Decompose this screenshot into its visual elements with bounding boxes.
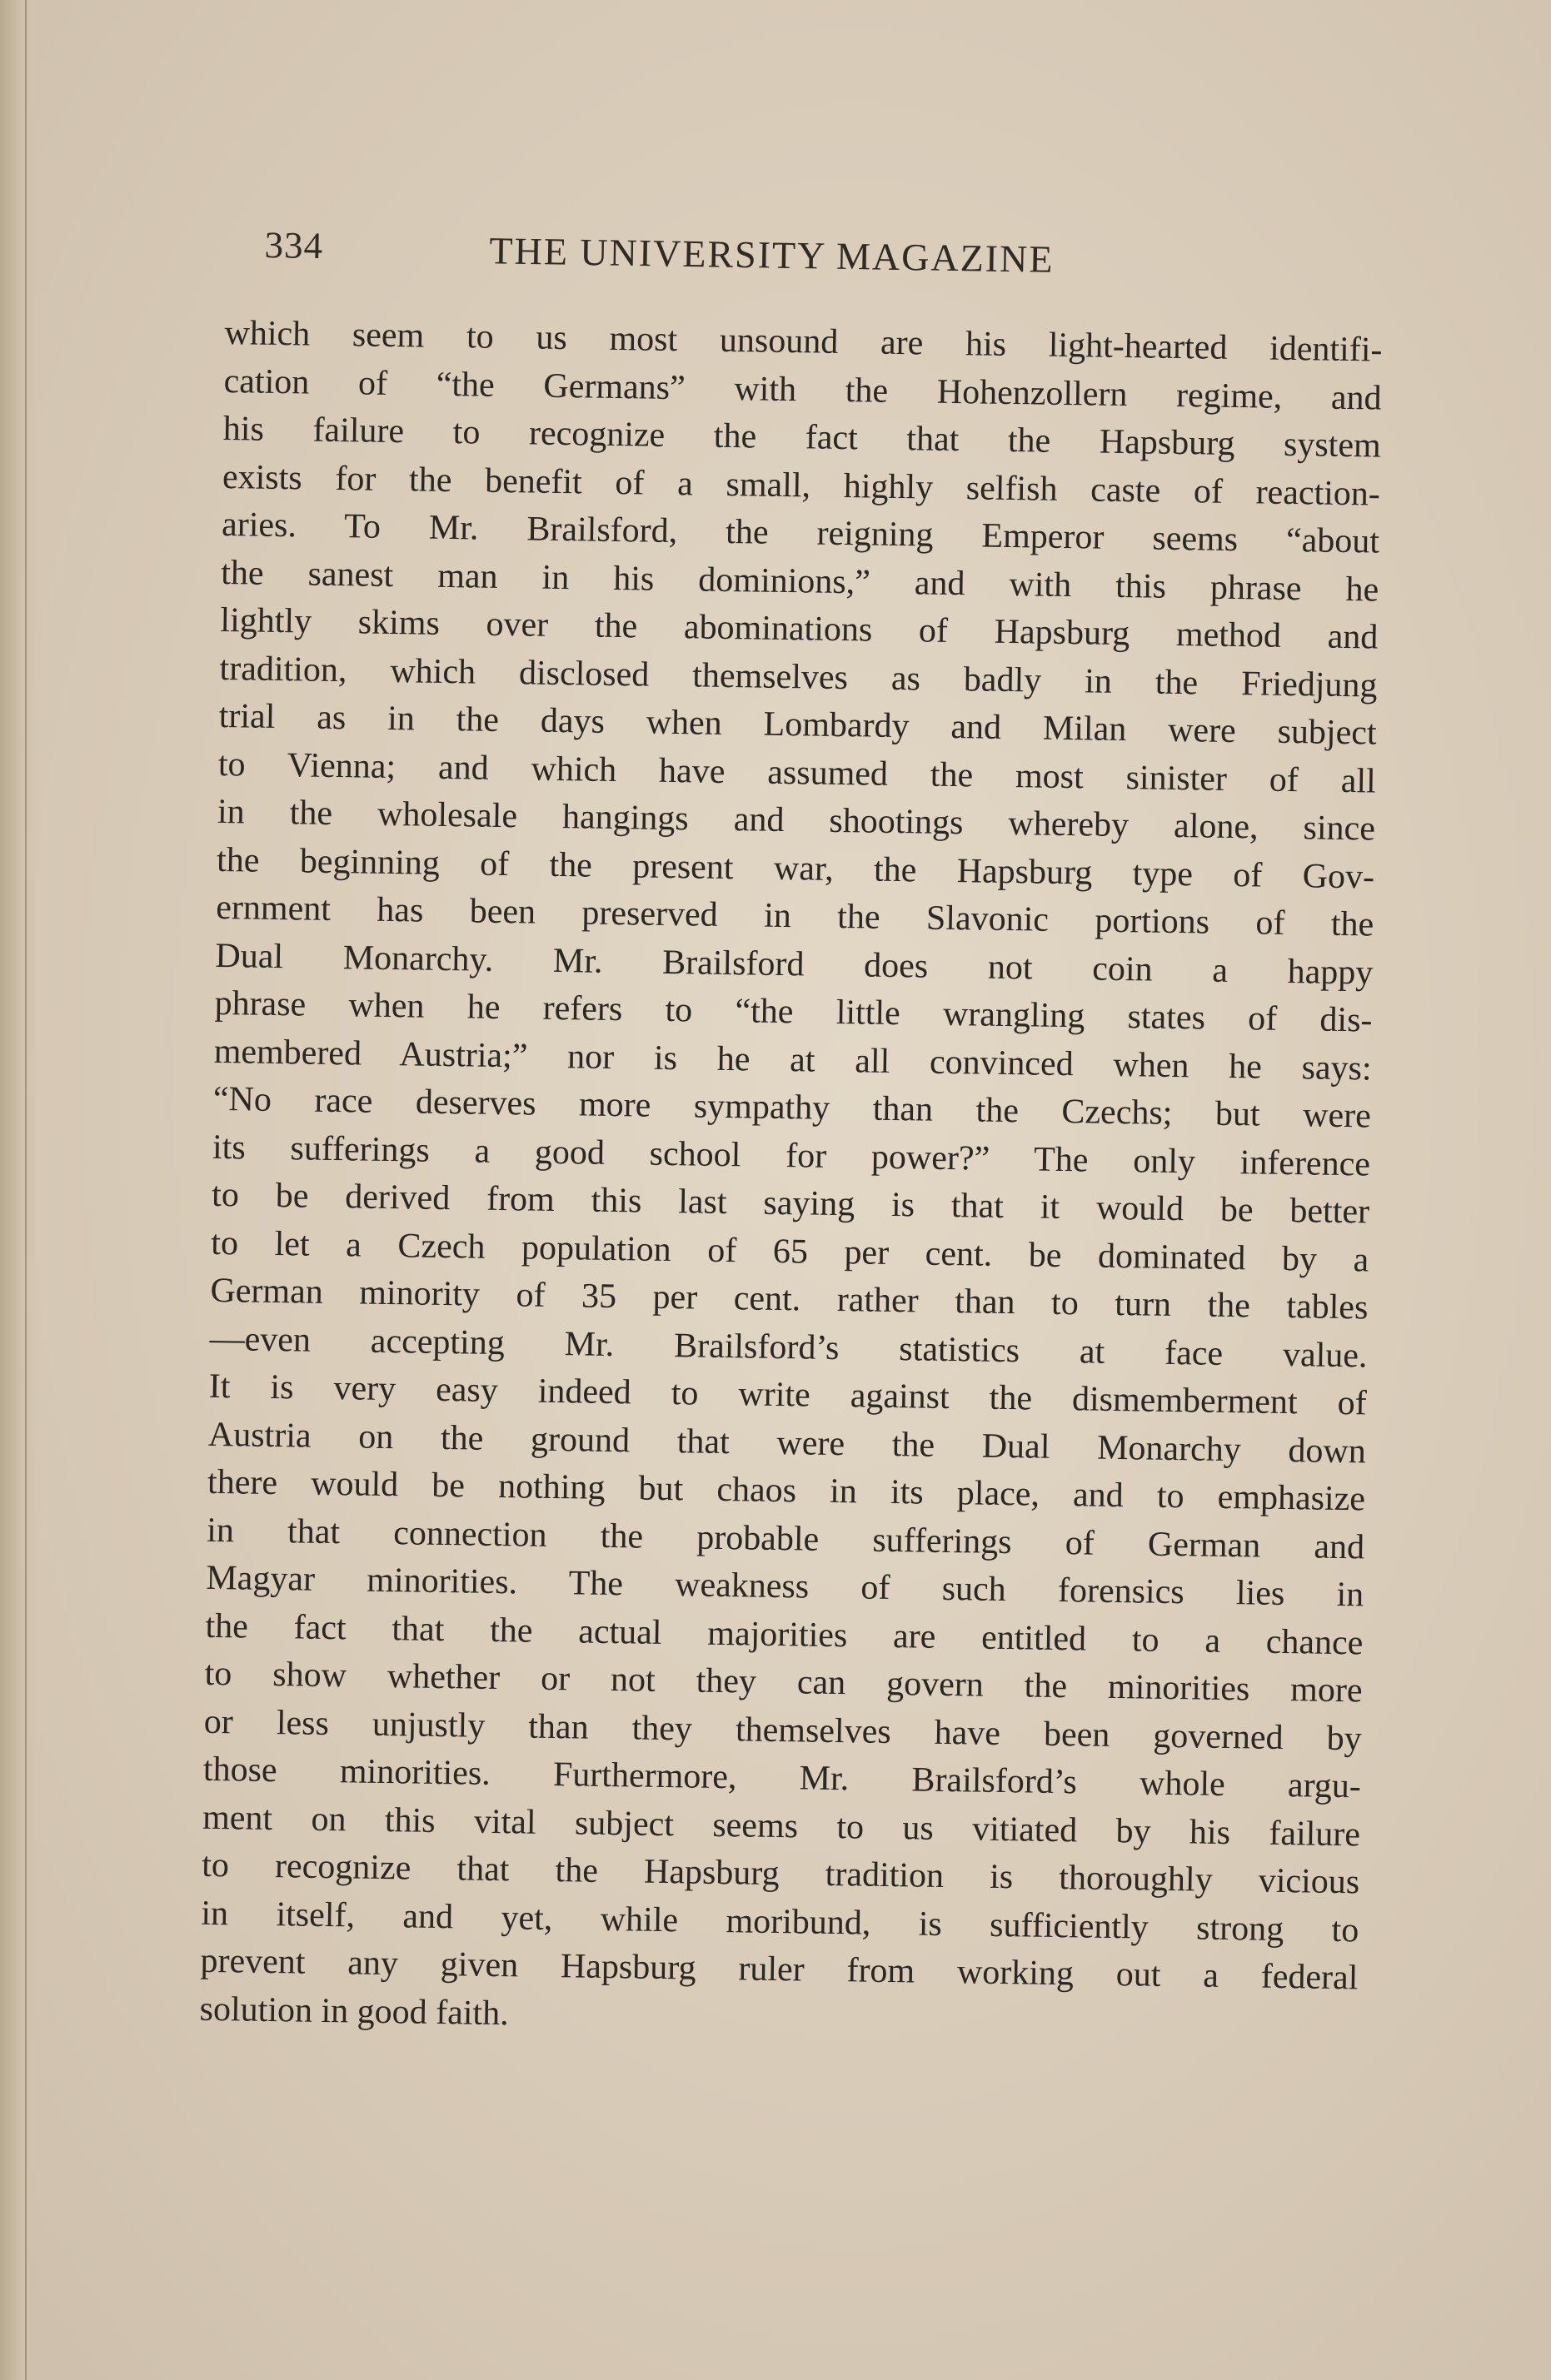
text-line: German minority of 35 per cent. rather than to turn the tables — [210, 1271, 1369, 1327]
page-number: 334 — [264, 223, 324, 267]
text-line: which seem to us most unsound are his light-hearted identifi- — [224, 313, 1383, 370]
text-line: lightly skims over the abominations of Hapsburg method and — [220, 600, 1379, 657]
text-line: his failure to recognize the fact that the Hapsburg system — [222, 409, 1382, 466]
text-line: to be derived from this last saying is that it would be better — [211, 1175, 1370, 1232]
page-gutter — [0, 0, 40, 2380]
text-line: in the wholesale hangings and shootings whereby alone, since — [217, 792, 1376, 849]
text-line: its sufferings a good school for power?” The only inference — [212, 1128, 1371, 1184]
text-line: Austria on the ground that were the Dual Monarchy down — [207, 1415, 1367, 1471]
text-line: to Vienna; and which have assumed the most sinister of all — [217, 744, 1377, 801]
text-line: ernment has been preserved in the Slavonic portions of the — [216, 888, 1374, 944]
text-line: exists for the benefit of a small, highly selfish caste of reaction- — [222, 457, 1381, 514]
text-line-last: solution in good faith. — [199, 1989, 510, 2033]
text-line: phrase when he refers to “the little wrangling states of dis- — [214, 983, 1373, 1040]
text-line: prevent any given Hapsburg ruler from working out a federal — [200, 1941, 1359, 1998]
text-line: the beginning of the present war, the Hapsburg type of Gov- — [216, 840, 1375, 897]
body-text — [199, 310, 1383, 2050]
text-line: “No race deserves more sympathy than the Czechs; but were — [212, 1079, 1372, 1136]
text-line: there would be nothing but chaos in its place, and to emphasize — [207, 1462, 1366, 1519]
text-line: tradition, which disclosed themselves as badly in the Friedjung — [219, 649, 1378, 705]
text-line: membered Austria;” nor is he at all convinced when he says: — [213, 1032, 1372, 1088]
text-line: to let a Czech population of 65 per cent. be dominated by a — [211, 1223, 1369, 1279]
text-line: to show whether or not they can govern the minorities more — [204, 1654, 1363, 1710]
text-line: the fact that the actual majorities are entitled to a chance — [205, 1606, 1364, 1662]
text-line: cation of “the Germans” with the Hohenzollern regime, and — [223, 361, 1382, 418]
text-line: in that connection the probable sufferings of German and — [206, 1511, 1365, 1566]
binding-edge — [25, 0, 27, 2380]
text-line: in itself, and yet, while moribund, is sufficiently strong to — [201, 1894, 1359, 1949]
running-title: THE UNIVERSITY MAGAZINE — [489, 229, 1055, 281]
text-line: those minorities. Furthermore, Mr. Brailsford’s whole argu- — [202, 1750, 1362, 1806]
text-line: trial as in the days when Lombardy and Milan were subject — [218, 696, 1377, 753]
text-line: Dual Monarchy. Mr. Brailsford does not coin a happy — [215, 936, 1374, 993]
text-line: to recognize that the Hapsburg tradition is thoroughly vicious — [201, 1845, 1360, 1902]
text-line: —even accepting Mr. Brailsford’s statistics at face value. — [209, 1319, 1368, 1375]
text-line: or less unjustly than they themselves have been governed by — [203, 1702, 1363, 1758]
text-line: ment on this vital subject seems to us vitiated by his failure — [202, 1798, 1361, 1854]
text-line: It is very easy indeed to write against the dismemberment of — [208, 1367, 1368, 1423]
text-line: Magyar minorities. The weakness of such forensics lies in — [206, 1558, 1364, 1615]
page-header — [264, 223, 1115, 303]
text-line: the sanest man in his dominions,” and with this phrase he — [220, 553, 1379, 610]
text-line: aries. To Mr. Brailsford, the reigning Emperor seems “about — [221, 505, 1380, 561]
